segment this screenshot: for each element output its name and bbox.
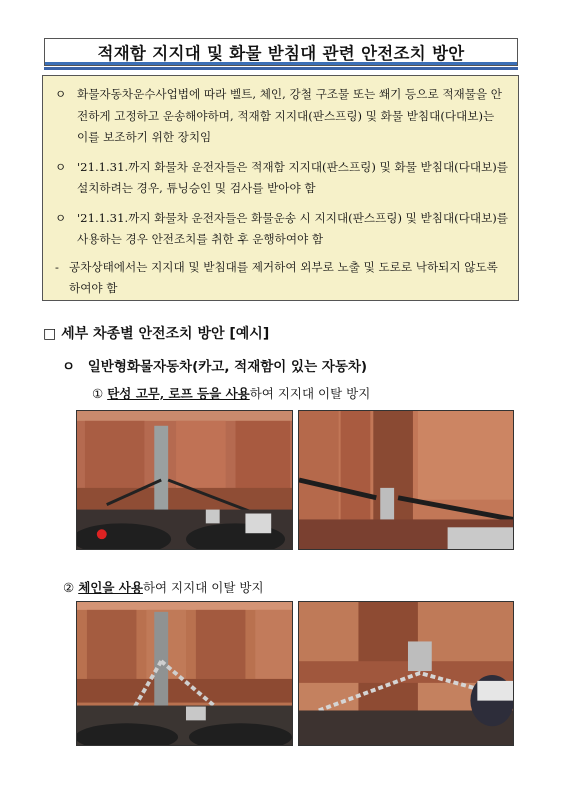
- step-2-caption: [63, 578, 264, 596]
- photo-chain-left: [76, 601, 293, 746]
- notice-subitem: [55, 257, 508, 300]
- step-text: 하여 지지대 이탈 방지: [249, 386, 371, 401]
- section-title: 세부 차종별 안전조치 방안 [예시]: [61, 326, 270, 342]
- section-marker: □: [43, 326, 57, 342]
- notice-item: [55, 84, 508, 149]
- step-highlight: 탄성 고무, 로프 등을 사용: [107, 386, 250, 401]
- notice-text: 화물자동차운수사업법에 따라 벨트, 체인, 강철 구조물 또는 쐐기 등으로 적재물을 안전하게 고정하고 운송해야하며, 적재함 지지대(판스프링) 및 화물 받침대(다대보)는 이를 보조하기 위한 장치임: [77, 87, 503, 144]
- section-heading: [43, 323, 269, 343]
- step-highlight: 체인을 사용: [78, 580, 143, 595]
- page-title-text: 적재함 지지대 및 화물 받침대 관련 안전조치 방안: [97, 44, 465, 63]
- subsection-heading: [62, 355, 367, 375]
- photo-rubber-strap-left: [76, 410, 293, 550]
- notice-marker: ㅇ: [55, 210, 67, 225]
- step-number: ①: [92, 386, 104, 401]
- photo-chain-right: [298, 601, 514, 746]
- notice-marker: ㅇ: [55, 87, 67, 101]
- step-number: ②: [63, 580, 75, 595]
- notice-text: 공차상태에서는 지지대 및 받침대를 제거하여 외부로 노출 및 도로로 낙하되지 않도록 하여야 함: [69, 259, 498, 295]
- step-1-caption: [92, 384, 370, 402]
- notice-item: [55, 208, 508, 251]
- notice-text: '21.1.31.까지 화물차 운전자들은 화물운송 시 지지대(판스프링) 및 받침대(다대보)를 사용하는 경우 안전조치를 취한 후 운행하여야 함: [77, 210, 509, 246]
- subsection-marker: ㅇ: [62, 359, 76, 375]
- subsection-title: 일반형화물자동차(카고, 적재함이 있는 자동차): [87, 359, 368, 375]
- notice-marker: ㅇ: [55, 159, 67, 174]
- photo-rubber-strap-right: [298, 410, 514, 550]
- page-title: [44, 38, 518, 66]
- step-text: 하여 지지대 이탈 방지: [142, 580, 264, 595]
- notice-item: [55, 157, 508, 200]
- notice-dash: -: [55, 259, 59, 274]
- notice-text: '21.1.31.까지 화물차 운전자들은 적재함 지지대(판스프링) 및 화물 받침대(다대보)를 설치하려는 경우, 튜닝승인 및 검사를 받아야 함: [77, 159, 509, 195]
- notice-box: [42, 75, 519, 301]
